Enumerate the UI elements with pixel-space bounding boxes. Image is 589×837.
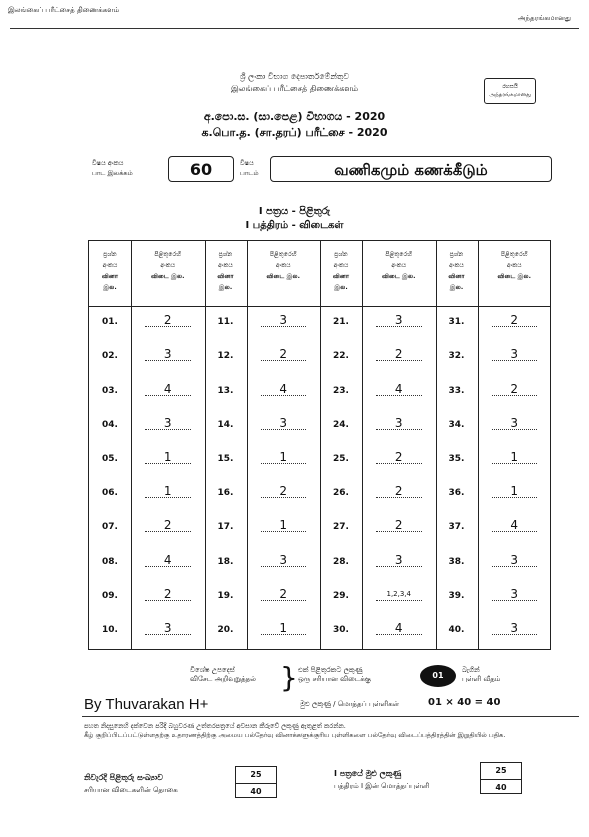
answer-value: 4 xyxy=(376,622,422,635)
question-number: 39. xyxy=(448,590,465,601)
answer-value: 4 xyxy=(261,383,307,396)
question-number: 21. xyxy=(333,317,349,328)
question-number-header-line: අංකය xyxy=(449,262,464,269)
answer-number-header-line: පිළිතුරෙහි xyxy=(385,251,413,258)
question-number: 40. xyxy=(448,624,465,635)
question-number: 38. xyxy=(448,556,465,567)
answer-number-header-line: අංකය xyxy=(506,262,522,269)
answer-value: 1 xyxy=(261,622,307,635)
note-ta: கீழ் குறிப்பிடப்பட்டுள்ளதற்கு உதாரணத்திற்கு அமைய பல்தேர்வு வினாக்களுக்குரிய புள்ளிகளை பல்தேர்வு விடைப்பத்திரத்தின் இறுதியில் பதிக. xyxy=(84,731,506,739)
question-number: 30. xyxy=(333,624,349,635)
answer-value: 2 xyxy=(261,485,307,498)
answer-value: 2 xyxy=(376,485,422,498)
question-number-header-line: இல. xyxy=(449,284,464,291)
answer-value: 3 xyxy=(492,348,538,361)
answer-value: 3 xyxy=(261,417,307,430)
correct-count-si: නිවැරදි පිළිතුරු සංඛ්‍යාව xyxy=(84,773,164,782)
answer-value: 2 xyxy=(145,519,191,532)
question-number: 14. xyxy=(217,419,234,430)
answer-value: 3 xyxy=(492,588,538,601)
answer-value: 3 xyxy=(376,314,422,327)
answer-number-header xyxy=(247,241,321,306)
confidential-stamp-line1: රහසයි xyxy=(502,84,518,90)
question-number-header xyxy=(205,241,247,306)
answer-number-header-line: පිළිතුරෙහි xyxy=(500,251,528,258)
question-number-header-line: ප්‍රශ්න xyxy=(218,251,233,258)
per-answer-ta: ஒரு சரியான விடைக்கு xyxy=(298,675,371,683)
answer-value: 2 xyxy=(145,314,191,327)
question-number: 29. xyxy=(333,590,349,601)
answer-value: 3 xyxy=(376,417,422,430)
question-number: 05. xyxy=(102,453,118,464)
question-number: 25. xyxy=(333,453,349,464)
question-number: 34. xyxy=(448,419,465,430)
answer-number-header-line: விடை இல. xyxy=(497,273,531,280)
question-number: 12. xyxy=(217,351,234,362)
question-number-header-line: ප්‍රශ්න xyxy=(334,251,348,258)
answer-value: 3 xyxy=(145,622,191,635)
correct-count-box xyxy=(235,766,277,798)
grid-header-divider xyxy=(89,306,550,307)
answer-number-header-line: අංකය xyxy=(275,262,291,269)
answer-value: 2 xyxy=(376,348,422,361)
confidential-stamp-line2: அந்தரங்கமானது xyxy=(489,92,531,98)
question-number-header-line: අංකය xyxy=(102,262,118,269)
answer-value: 2 xyxy=(376,519,422,532)
paper-total-label xyxy=(334,768,429,792)
special-instructions-si: විශේෂ උපදෙස් xyxy=(190,666,235,674)
answer-value: 1 xyxy=(492,451,538,464)
answer-number-header xyxy=(478,241,552,306)
answer-value: 2 xyxy=(261,588,307,601)
answer-number-header-line: පිළිතුරෙහි xyxy=(154,251,182,258)
question-number: 24. xyxy=(333,419,349,430)
question-number: 04. xyxy=(102,419,118,430)
answer-number-header-line: පිළිතුරෙහි xyxy=(269,251,297,258)
answer-value: 3 xyxy=(145,348,191,361)
answer-grid xyxy=(88,240,551,650)
answer-value: 1,2,3,4 xyxy=(376,588,422,601)
question-number-header-line: வினா xyxy=(448,273,465,280)
header-confidential-text: அந்தரங்கமானது xyxy=(517,14,571,22)
question-number: 20. xyxy=(217,624,234,635)
header-divider xyxy=(10,28,579,29)
answer-value: 2 xyxy=(376,451,422,464)
answer-number-header-line: අංකය xyxy=(160,262,176,269)
subject-number-label xyxy=(92,158,133,178)
question-number: 35. xyxy=(448,453,465,464)
question-number: 08. xyxy=(102,556,118,567)
note-si: පහත නිදසුනෙහි දක්වෙන පරිදි බහුවරණ උත්තරපත්‍රයේ අවසාන කීරුවේ ලකුණු ඇතුළත් කරන්න. xyxy=(84,722,346,730)
total-label: මුළු ලකුණු / மொத்தப் புள்ளிகள் xyxy=(300,700,400,708)
paper-title-si: I පත්‍රය - පිළිතුරු xyxy=(258,206,331,217)
correct-count-label xyxy=(84,772,178,796)
paper-total-box xyxy=(480,762,522,794)
question-number: 22. xyxy=(333,351,349,362)
correct-count-total: 40 xyxy=(236,783,276,799)
answer-number-header xyxy=(131,241,205,306)
answer-number-header-line: අංකය xyxy=(391,262,407,269)
question-number: 33. xyxy=(448,385,465,396)
question-number: 36. xyxy=(448,488,465,499)
question-number: 31. xyxy=(448,317,465,328)
question-number-header xyxy=(320,241,362,306)
question-number-header-line: අංකය xyxy=(218,262,233,269)
question-number-header-line: வினா xyxy=(332,273,350,280)
question-number-header xyxy=(89,241,131,306)
per-answer-label xyxy=(298,666,371,684)
question-number-header-line: ප්‍රශ්න xyxy=(103,251,117,258)
marks-each-ta: புள்ளி வீதம் xyxy=(462,675,501,683)
answer-number-header-line: விடை இல. xyxy=(151,273,185,280)
question-number-header-line: வினா xyxy=(217,273,234,280)
answer-value: 2 xyxy=(492,314,538,327)
paper-total-total: 40 xyxy=(481,779,521,795)
answer-value: 2 xyxy=(145,588,191,601)
exam-title-si: අ.පො.ස. (සා.පෙළ) විභාගය - 2020 xyxy=(203,110,386,123)
watermark-text: By Thuvarakan H+ xyxy=(84,696,209,713)
per-answer-si: එක් පිළිතුරකට ලකුණු xyxy=(298,666,363,674)
answer-value: 3 xyxy=(492,622,538,635)
question-number-header-line: ප්‍රශ්න xyxy=(449,251,464,258)
answer-value: 4 xyxy=(145,554,191,567)
question-number: 28. xyxy=(333,556,349,567)
paper-title-ta: I பத்திரம் - விடைகள் xyxy=(245,220,344,231)
answer-value: 3 xyxy=(492,554,538,567)
question-number: 09. xyxy=(102,590,118,601)
question-number: 32. xyxy=(448,351,465,362)
answer-value: 1 xyxy=(145,485,191,498)
question-number: 16. xyxy=(217,488,234,499)
subject-name-label-ta: பாடம் xyxy=(240,169,259,177)
question-number: 19. xyxy=(217,590,234,601)
subject-name-box: வணிகமும் கணக்கீடும் xyxy=(270,156,552,182)
answer-value: 2 xyxy=(261,348,307,361)
answer-value: 4 xyxy=(492,519,538,532)
question-number: 13. xyxy=(217,385,234,396)
question-number: 15. xyxy=(217,453,234,464)
question-number: 01. xyxy=(102,317,118,328)
instructions-divider xyxy=(82,716,579,717)
question-number: 18. xyxy=(217,556,234,567)
answer-value: 1 xyxy=(492,485,538,498)
answer-value: 3 xyxy=(145,417,191,430)
note-text xyxy=(84,722,574,740)
question-number-header-line: இல. xyxy=(103,284,117,291)
question-number: 07. xyxy=(102,522,118,533)
question-number-header xyxy=(436,241,478,306)
answer-number-header xyxy=(362,241,436,306)
paper-total-ta: பத்திரம் I இன் மொத்தப்புள்ளி xyxy=(334,782,430,790)
answer-value: 4 xyxy=(145,383,191,396)
answer-value: 4 xyxy=(376,383,422,396)
paper-total-si: I පත්‍රයේ මුළු ලකුණු xyxy=(334,769,402,778)
answer-value: 1 xyxy=(261,519,307,532)
answer-value: 3 xyxy=(492,417,538,430)
question-number: 06. xyxy=(102,488,118,499)
question-number: 03. xyxy=(102,385,118,396)
question-number: 26. xyxy=(333,488,349,499)
question-number: 10. xyxy=(102,624,118,635)
answer-number-header-line: விடை இல. xyxy=(266,273,300,280)
subject-number-label-ta: பாட இலக்கம் xyxy=(92,169,133,177)
question-number-header-line: வினா xyxy=(101,273,119,280)
question-number: 11. xyxy=(217,317,234,328)
marks-each-si: බැගින් xyxy=(462,666,480,674)
question-number-header-line: இல. xyxy=(218,284,233,291)
answer-value: 3 xyxy=(261,554,307,567)
question-number: 27. xyxy=(333,522,349,533)
question-number-header-line: අංකය xyxy=(333,262,349,269)
subject-name-label-si: විෂය xyxy=(240,159,254,167)
answer-value: 2 xyxy=(492,383,538,396)
answer-value: 3 xyxy=(261,314,307,327)
department-title-ta: இலங்கைப் பரீட்சைத் திணைக்களம் xyxy=(230,84,358,93)
subject-number-label-si: විෂය අංකය xyxy=(92,159,124,167)
header-department-text: இலங்கைப் பரீட்சைத் திணைக்களம் xyxy=(8,6,120,14)
question-number: 37. xyxy=(448,522,465,533)
subject-number-box: 60 xyxy=(168,156,234,182)
total-expression: 01 × 40 = 40 xyxy=(428,697,501,708)
question-number: 02. xyxy=(102,351,118,362)
paper-total-value: 25 xyxy=(495,766,507,775)
marks-per-answer-circle: 01 xyxy=(420,665,456,687)
department-title-si: ශ්‍රී ලංකා විභාග දෙපාර්තමේන්තුව xyxy=(239,72,350,81)
special-instructions-label xyxy=(190,666,256,684)
special-instructions-ta: விசேட அறிவுறுத்தல் xyxy=(190,675,256,683)
question-number: 23. xyxy=(333,385,349,396)
question-number: 17. xyxy=(217,522,234,533)
correct-count-ta: சரியான விடைகளின் தொகை xyxy=(84,786,178,794)
answer-value: 1 xyxy=(145,451,191,464)
answer-number-header-line: விடை இல. xyxy=(382,273,416,280)
question-number-header-line: இல. xyxy=(334,284,348,291)
correct-count-value: 25 xyxy=(250,770,262,779)
brace-icon: } xyxy=(280,661,298,694)
marks-each-label xyxy=(462,666,500,684)
exam-title-ta: க.பொ.த. (சா.தரப்) பரீட்சை - 2020 xyxy=(201,126,388,139)
answer-value: 3 xyxy=(376,554,422,567)
answer-value: 1 xyxy=(261,451,307,464)
subject-name-label xyxy=(240,158,259,178)
